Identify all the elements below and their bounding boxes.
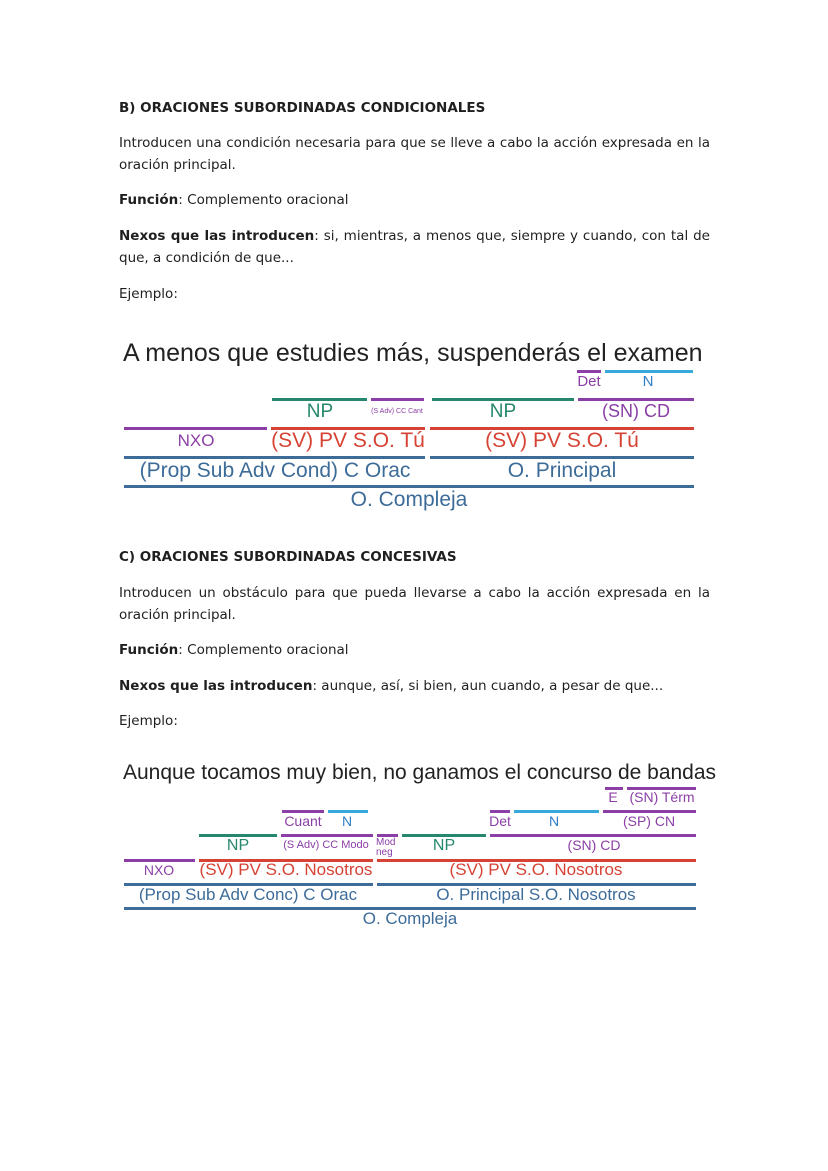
label-o-principal: O. Principal S.O. Nosotros <box>436 885 636 904</box>
label-mod-neg: Mod neg <box>376 837 396 858</box>
label-o-compleja: O. Compleja <box>350 488 468 511</box>
nexos-value: : aunque, así, si bien, aun cuando, a pesar de que... <box>312 678 664 694</box>
label-prop-sub: (Prop Sub Adv Cond) C Orac <box>139 459 411 482</box>
nexos-label: Nexos que las introducen <box>119 228 315 244</box>
label-sn-term: (SN) Térm <box>629 789 695 805</box>
section-c-ejemplo: Ejemplo: <box>119 713 178 729</box>
section-c-description: Introducen un obstáculo para que pueda llevarse a cabo la acción expresada en la oración principal. <box>119 585 710 623</box>
label-sadv-cc: (S Adv) CC Modo <box>283 839 369 851</box>
line-n <box>605 370 693 373</box>
label-sp-cn: (SP) CN <box>622 813 676 829</box>
funcion-label: Función <box>119 642 179 658</box>
nexos-value: : si, mientras, a menos que, siempre y cuando, con tal de que, a condición de que... <box>119 228 710 266</box>
funcion-label: Función <box>119 192 179 208</box>
label-det: Det <box>577 373 601 390</box>
section-c-title: C) ORACIONES SUBORDINADAS CONCESIVAS <box>119 549 457 565</box>
label-o-principal: O. Principal <box>507 459 617 482</box>
section-b-ejemplo: Ejemplo: <box>119 286 178 302</box>
label-nxo: NXO <box>143 862 175 878</box>
section-b-nexos <box>119 225 710 269</box>
label-cuant: Cuant <box>284 813 322 829</box>
example-sentence: A menos que estudies más, suspenderás el examen <box>123 339 703 367</box>
label-e: E <box>608 789 618 805</box>
example-sentence: Aunque tocamos muy bien, no ganamos el concurso de bandas <box>123 761 717 784</box>
nexos-label: Nexos que las introducen <box>119 678 313 694</box>
line-det <box>577 370 601 373</box>
label-det: Det <box>489 813 511 829</box>
label-nxo: NXO <box>177 431 215 450</box>
section-c-funcion <box>119 639 349 661</box>
line-sadv-cc <box>281 834 373 837</box>
label-sv2: (SV) PV S.O. Tú <box>485 429 639 452</box>
line-nxo <box>124 427 267 430</box>
label-n: N <box>642 373 654 390</box>
label-sn-cd: (SN) CD <box>602 401 670 421</box>
section-b-description: Introducen una condición necesaria para que se lleve a cabo la acción expresada en la oración principal. <box>119 135 710 173</box>
label-sv2: (SV) PV S.O. Nosotros <box>449 860 623 879</box>
label-prop-sub: (Prop Sub Adv Conc) C Orac <box>138 885 358 904</box>
label-o-compleja: O. Compleja <box>362 909 458 928</box>
label-np2: NP <box>489 401 517 422</box>
section-c-nexos <box>119 675 663 697</box>
label-n1: N <box>341 813 353 829</box>
label-np1: NP <box>306 401 334 422</box>
funcion-value: : Complemento oracional <box>178 192 349 208</box>
line-sadv <box>371 398 424 401</box>
label-np2: NP <box>432 837 456 854</box>
label-sadv: (S Adv) CC Cant <box>371 408 423 415</box>
label-n2: N <box>548 813 560 829</box>
label-np1: NP <box>226 837 250 854</box>
label-sv1: (SV) PV S.O. Tú <box>271 429 425 452</box>
section-b-funcion <box>119 189 349 211</box>
label-sv1: (SV) PV S.O. Nosotros <box>199 860 373 879</box>
section-b-title: B) ORACIONES SUBORDINADAS CONDICIONALES <box>119 100 486 116</box>
label-sn-cd: (SN) CD <box>567 837 621 853</box>
funcion-value: : Complemento oracional <box>178 642 349 658</box>
